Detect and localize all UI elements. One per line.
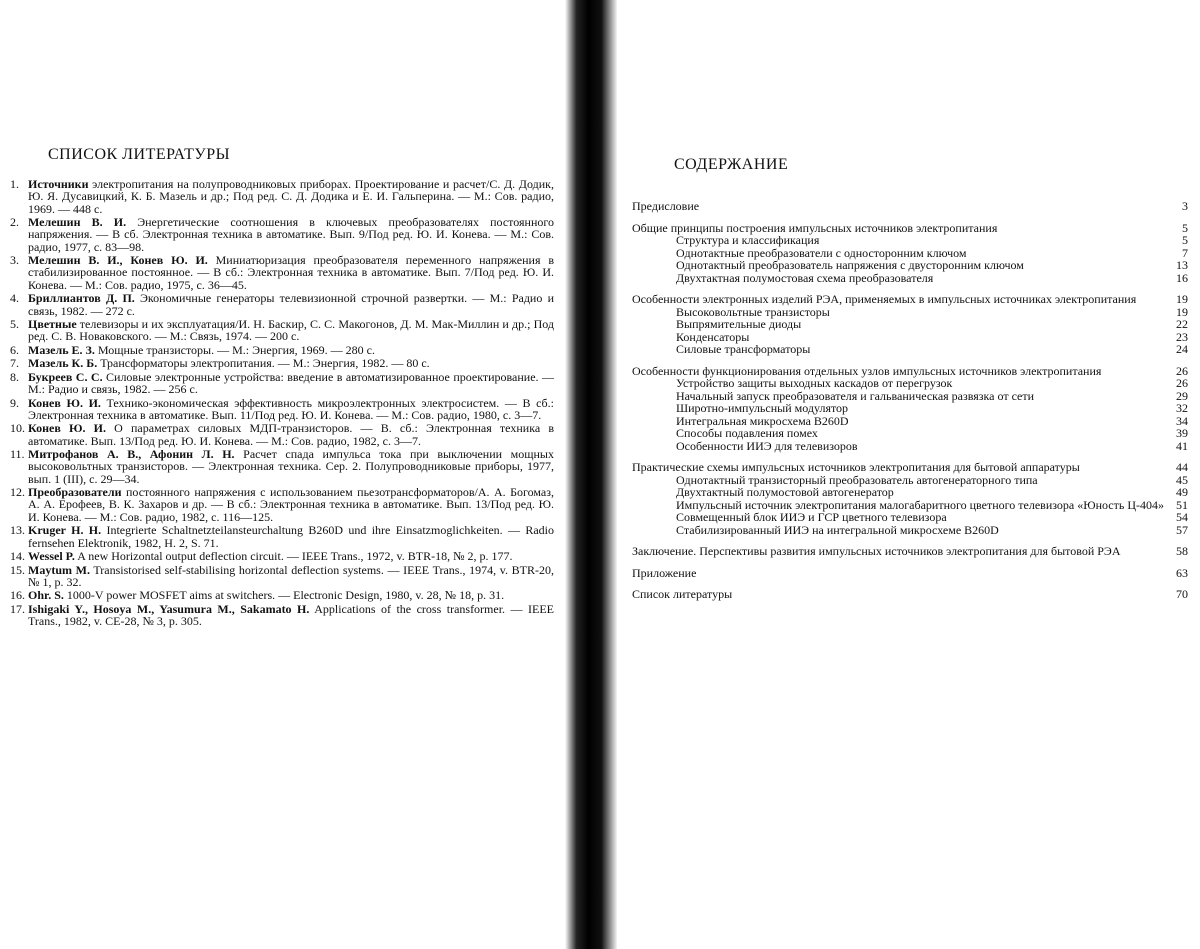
toc-entry: [632, 427, 1188, 440]
toc-entry: [632, 377, 1188, 390]
toc-entry: [632, 545, 1188, 558]
reference-item: 1. Источники электропитания на полупроводниковых приборах. Проектирование и расчет/С. Д. Додик, Ю. Я. Дусавицкий, К. Б. Мазель и др.; Под ред. С. Д. Додика и Е. И. Гальперина. — М.: Сов. радио, 1969. — 448 с.: [10, 177, 554, 216]
toc-entry-title: Практические схемы импульсных источников электропитания для бытовой аппаратуры: [632, 460, 1080, 474]
toc-entry-title: Однотактный преобразователь напряжения с двусторонним ключом: [676, 258, 1024, 272]
toc-entry: [632, 567, 1188, 580]
toc-entry: [632, 293, 1188, 306]
toc-entry-title: Особенности электронных изделий РЭА, применяемых в импульсных источниках электропитания: [632, 292, 1137, 306]
toc-entry: [632, 440, 1188, 453]
toc-entry-title: Двухтактная полумостовая схема преобразователя: [676, 270, 934, 285]
book-gutter-shadow: [565, 0, 617, 949]
reference-item: 8. Букреев С. С. Силовые электронные устройства: введение в автоматизированное проектирование. — М.: Радио и связь, 1982. — 256 с.: [10, 369, 554, 397]
toc-entry-page: 5: [1182, 233, 1188, 247]
toc-entry-title: Особенности ИИЭ для телевизоров: [676, 438, 858, 453]
table-of-contents: [632, 200, 1188, 601]
toc-entry-page: 44: [1176, 460, 1188, 474]
toc-entry-title: Импульсный источник электропитания малогабаритного цветного телевизора «Юность Ц-404»: [676, 497, 1164, 512]
toc-entry-page: 7: [1182, 245, 1188, 260]
toc-entry-title: Высоковольтные транзисторы: [676, 304, 830, 319]
reference-item: 2. Мелешин В. И. Энергетические соотношения в ключевых преобразователях постоянного напряжения. — В сб. Электронная техника в автоматике. Вып. 9/Под ред. Ю. И. Конева. — М.: Сов. радио, 1977, с. 83—98.: [10, 215, 554, 254]
toc-entry-title: Однотактный транзисторный преобразователь автогенераторного типа: [676, 472, 1038, 487]
toc-entry-title: Стабилизированный ИИЭ на интегральной микросхеме B260D: [676, 522, 999, 537]
toc-entry: [632, 259, 1188, 272]
toc-entry-page: 54: [1176, 510, 1188, 524]
toc-entry: [632, 402, 1188, 415]
toc-entry-title: Интегральная микросхема B260D: [676, 413, 849, 428]
toc-entry: [632, 200, 1188, 213]
toc-entry-page: 57: [1176, 522, 1188, 537]
toc-entry-page: 19: [1176, 304, 1188, 319]
toc-entry-page: 16: [1176, 270, 1188, 285]
toc-entry-page: 63: [1176, 565, 1188, 580]
toc-entry-page: 29: [1176, 388, 1188, 403]
toc-entry-title: Заключение. Перспективы развития импульсных источников электропитания для бытовой РЭА: [632, 544, 1121, 558]
toc-entry: [632, 318, 1188, 331]
toc-entry: [632, 343, 1188, 356]
toc-entry-title: Список литературы: [632, 587, 733, 601]
left-page: [0, 0, 570, 949]
toc-entry-title: Широтно-импульсный модулятор: [676, 401, 849, 415]
reference-item: 15. Maytum M. Transistorised self-stabilising horizontal deflection systems. — IEEE Trans., 1974, v. BTR-20, № 1, p. 32.: [10, 562, 554, 589]
toc-entry-title: Начальный запуск преобразователя и гальваническая развязка от сети: [676, 388, 1035, 403]
toc-entry-page: 51: [1176, 497, 1188, 512]
toc-entry: [632, 461, 1188, 474]
toc-entry-page: 13: [1176, 258, 1188, 272]
reference-item: 16. Ohr. S. 1000-V power MOSFET aims at switchers. — Electronic Design, 1980, v. 28, № 18, p. 31.: [10, 588, 505, 603]
toc-entry-page: 24: [1176, 342, 1188, 356]
toc-entry-title: Приложение: [632, 565, 697, 580]
toc-entry-title: Однотактные преобразователи с односторонним ключом: [676, 245, 967, 260]
reference-item: 12. Преобразователи постоянного напряжения с использованием пьезотрансформаторов/А. А. Богомаз, А. А. Ерофеев, В. К. Захаров и др. — В сб.: Электронная техника в автоматике. Вып. 13/Под ред. Ю. И. Конева. — М.: Сов. радио, 1982, с. 116—125.: [10, 485, 554, 524]
toc-entry-page: 58: [1176, 544, 1188, 558]
toc-entry-page: 32: [1176, 401, 1188, 415]
reference-item: 10. Конев Ю. И. О параметрах силовых МДП-транзисторов. — В. сб.: Электронная техника в автоматике. Вып. 13/Под ред. Ю. И. Конева. — М.: Сов. радио, 1982, с. 3—7.: [10, 421, 554, 448]
toc-entry-page: 49: [1176, 485, 1188, 499]
toc-entry-page: 41: [1176, 438, 1188, 453]
reference-item: 7. Мазель К. Б. Трансформаторы электропитания. — М.: Энергия, 1982. — 80 с.: [10, 356, 430, 371]
toc-entry-title: Способы подавления помех: [676, 426, 818, 440]
toc-entry: [632, 234, 1188, 247]
reference-item: 9. Конев Ю. И. Технико-экономическая эффективность микроэлектронных электросистем. — В сб.: Электронная техника в автоматике. Вып. 11/Под ред. Ю. И. Конева. — М.: Сов. радио, 1980, с. 3—7.: [10, 395, 554, 422]
contents-heading: СОДЕРЖАНИЕ: [674, 156, 789, 173]
references-heading: СПИСОК ЛИТЕРАТУРЫ: [48, 146, 231, 163]
toc-entry-page: 39: [1176, 426, 1188, 440]
toc-entry-page: 45: [1176, 472, 1188, 487]
toc-entry: [632, 524, 1188, 537]
reference-item: 5. Цветные телевизоры и их эксплуатация/И. Н. Баскир, С. С. Макогонов, Д. М. Мак-Миллин и др.; Под ред. С. В. Новаковского. — М.: Связь, 1974. — 200 с.: [10, 317, 554, 344]
toc-entry-page: 22: [1176, 317, 1188, 331]
toc-entry-title: Общие принципы построения импульсных источников электропитания: [632, 220, 998, 235]
reference-item: 13. Kruger H. H. Integrierte Schaltnetzteilansteurchaltung B260D und ihre Einsatzmoglichkeiten. — Radio fernsehen Elektronik, 1982, H. 2, S. 71.: [10, 523, 554, 550]
toc-entry-title: Конденсаторы: [676, 329, 750, 344]
reference-item: 11. Митрофанов А. В., Афонин Л. Н. Расчет спада импульса тока при выключении мощных высоковольтных транзисторов. — Электронная техника. Сер. 2. Полупроводниковые приборы, 1977, вып. 1 (III), с. 29—34.: [10, 447, 554, 486]
reference-item: 17. Ishigaki Y., Hosoya M., Yasumura M., Sakamato H. Applications of the cross transformer. — IEEE Trans., 1982, v. CE-28, № 3, p. 305.: [10, 601, 554, 629]
toc-entry-title: Выпрямительные диоды: [676, 317, 802, 331]
toc-entry-title: Двухтактный полумостовой автогенератор: [676, 485, 894, 499]
toc-entry: [632, 272, 1188, 285]
toc-entry-page: 23: [1176, 329, 1188, 344]
toc-entry-title: Особенности функционирования отдельных узлов импульсных источников электропитания: [632, 363, 1102, 378]
toc-entry-page: 70: [1176, 587, 1188, 601]
toc-entry-page: 26: [1176, 376, 1188, 390]
toc-entry: [632, 511, 1188, 524]
toc-entry-page: 34: [1176, 413, 1188, 428]
reference-item: 3. Мелешин В. И., Конев Ю. И. Миниатюризация преобразователя переменного напряжения в стабилизированное постоянное. — В сб.: Электронная техника в автоматике. Вып. 7/Под ред. Ю. И. Конева. — М.: Сов. радио, 1975, с. 36—45.: [10, 253, 554, 292]
toc-entry-title: Структура и классификация: [676, 233, 820, 247]
toc-entry: [632, 486, 1188, 499]
right-page: [614, 0, 1200, 949]
toc-entry-page: 19: [1176, 292, 1188, 306]
toc-entry-title: Устройство защиты выходных каскадов от перегрузок: [676, 376, 953, 390]
toc-entry-page: 5: [1182, 220, 1188, 235]
reference-item: 14. Wessel P. A new Horizontal output deflection circuit. — IEEE Trans., 1972, v. BTR-18, № 2, p. 177.: [10, 549, 513, 564]
references-list: [10, 178, 554, 629]
toc-entry-page: 26: [1176, 363, 1188, 378]
toc-entry-title: Совмещенный блок ИИЭ и ГСР цветного телевизора: [676, 510, 947, 524]
reference-item: 6. Мазель Е. З. Мощные транзисторы. — М.: Энергия, 1969. — 280 с.: [10, 342, 375, 357]
reference-item: 4. Бриллиантов Д. П. Экономичные генераторы телевизионной строчной развертки. — М.: Радио и связь, 1982. — 272 с.: [10, 291, 554, 318]
toc-entry-page: 3: [1182, 199, 1188, 213]
toc-entry-title: Силовые трансформаторы: [676, 342, 811, 356]
toc-entry-title: Предисловие: [632, 199, 700, 213]
toc-entry: [632, 588, 1188, 601]
